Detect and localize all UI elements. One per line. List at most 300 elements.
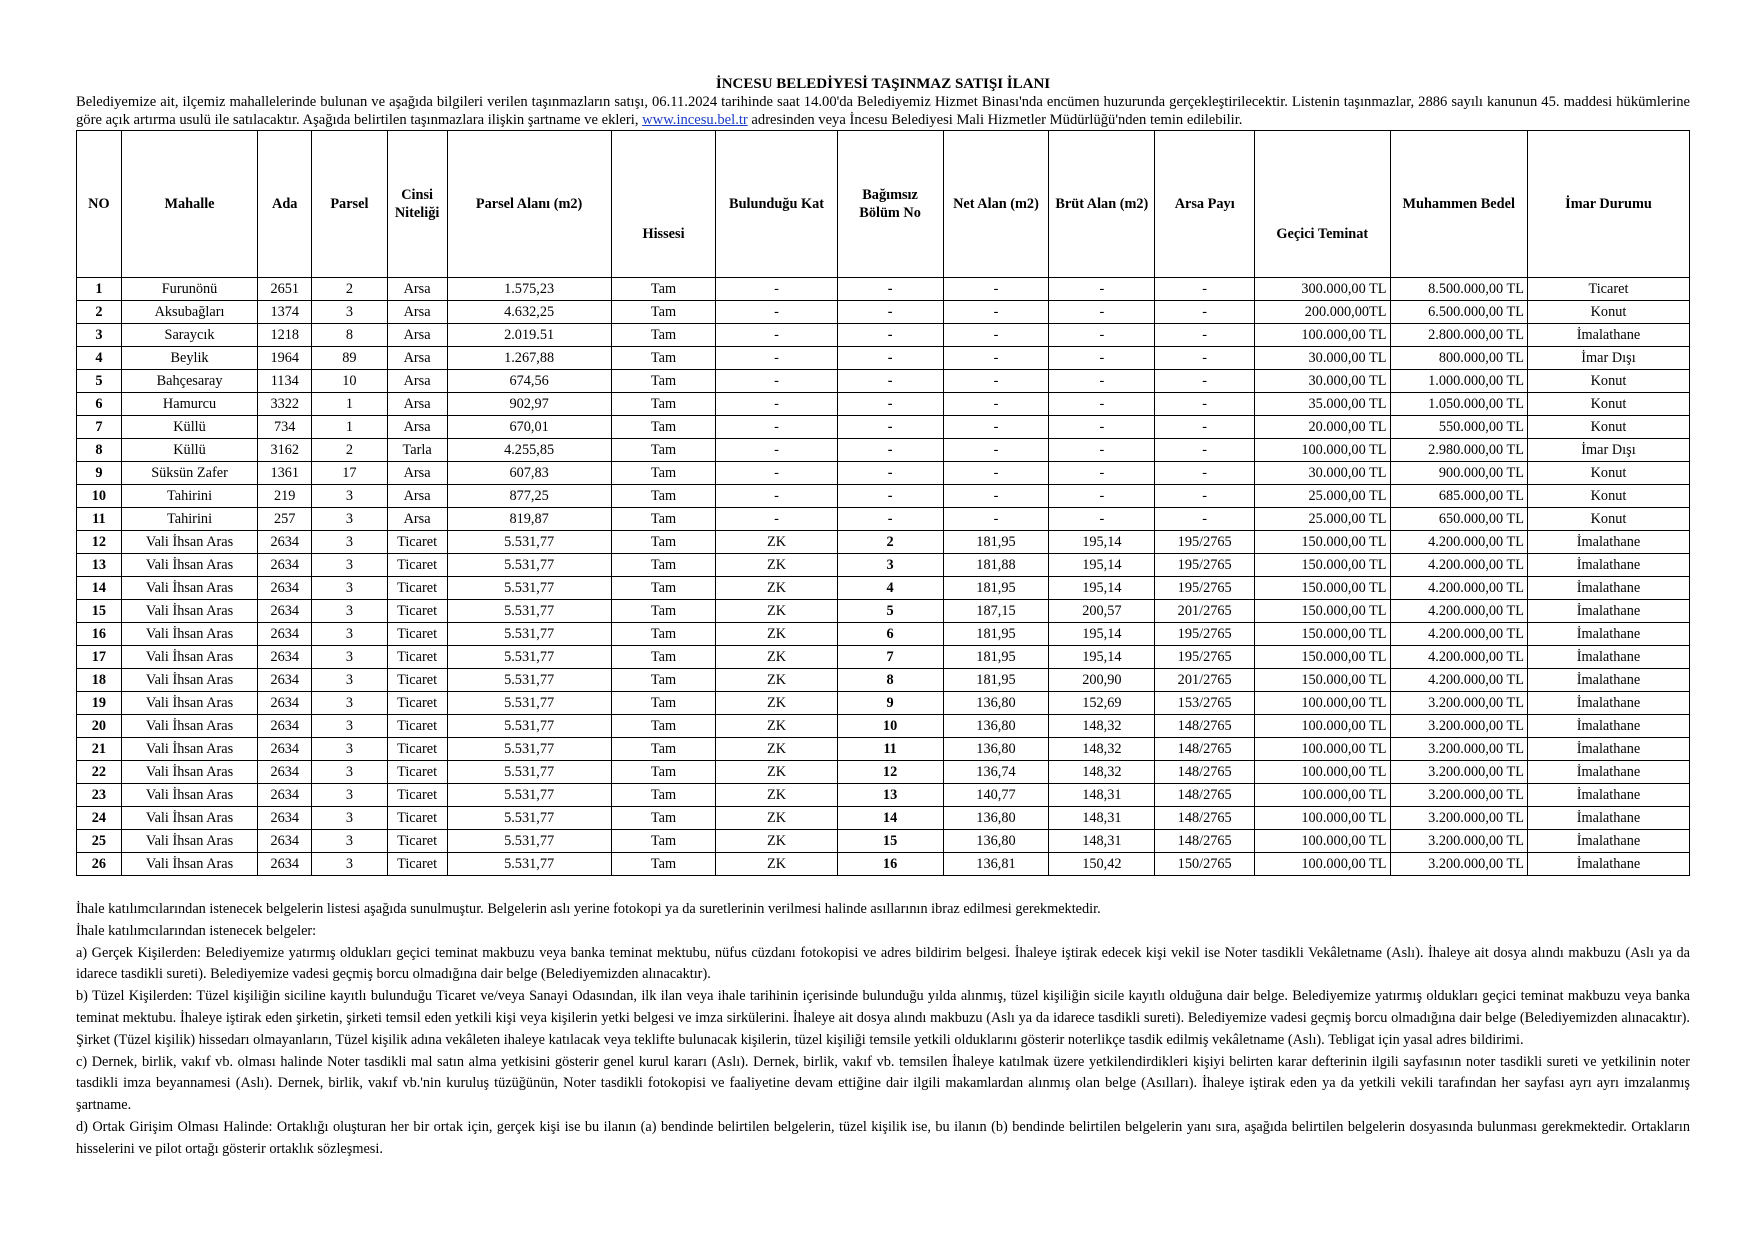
cell-brut-alan: 200,57 [1049, 600, 1155, 623]
cell-mahalle: Küllü [121, 439, 257, 462]
cell-bedel: 3.200.000,00 TL [1390, 784, 1527, 807]
cell-mahalle: Tahirini [121, 508, 257, 531]
cell-parsel-alani: 5.531,77 [447, 669, 611, 692]
cell-parsel-alani: 5.531,77 [447, 807, 611, 830]
cell-imar: İmalathane [1527, 715, 1689, 738]
cell-parsel-alani: 607,83 [447, 462, 611, 485]
cell-brut-alan: 148,32 [1049, 761, 1155, 784]
cell-imar: Konut [1527, 416, 1689, 439]
cell-arsa-payi: - [1155, 439, 1255, 462]
cell-parsel: 2 [312, 278, 387, 301]
cell-bedel: 4.200.000,00 TL [1390, 531, 1527, 554]
cell-imar: Konut [1527, 508, 1689, 531]
cell-parsel-alani: 5.531,77 [447, 692, 611, 715]
cell-bolum-no: 11 [837, 738, 943, 761]
cell-brut-alan: - [1049, 462, 1155, 485]
cell-ada: 734 [258, 416, 312, 439]
cell-arsa-payi: 195/2765 [1155, 623, 1255, 646]
requirement-paragraph: b) Tüzel Kişilerden: Tüzel kişiliğin siciline kayıtlı bulunduğu Ticaret ve/veya Sanayi Odasından, ilk ilan veya ihale tarihinin içerisinde bulunduğu yılda alınmış, tüzel kişiliğin sicile kayıtlı olduğuna dair belge. Belediyemize yatırmış oldukları geçici teminat makbuzu veya banka teminat mektubu. İhaleye iştirak eden şirketin, şirketi temsil eden yetkili kişi veya kişilerin yetki belgesi ve imza sirkülerini. İhaleye ait dosya alındı makbuzu (Aslı ya da idarece tasdikli sureti). Belediyemize vadesi geçmiş borcu olmadığına dair belge (Belediyemizden alınacaktır). Şirket (Tüzel kişilik) hissedarı olmayanların, Tüzel kişilik adına vekâleten ihaleye katılacak veya teklifte bulunacak kişilerin, tüzel kişiliği temsile yetkili olduklarını gösterir noterlikçe tasdik edilmiş vekâletname (Aslı). Tebligat için yasal adres bildirimi. [76, 988, 1690, 1048]
cell-no: 26 [77, 853, 122, 876]
cell-cinsi: Arsa [387, 462, 447, 485]
cell-net-alan: - [943, 393, 1049, 416]
cell-brut-alan: 148,32 [1049, 738, 1155, 761]
cell-cinsi: Ticaret [387, 784, 447, 807]
cell-teminat: 150.000,00 TL [1255, 577, 1390, 600]
cell-mahalle: Vali İhsan Aras [121, 577, 257, 600]
cell-ada: 2634 [258, 715, 312, 738]
cell-teminat: 150.000,00 TL [1255, 554, 1390, 577]
cell-bolum-no: 4 [837, 577, 943, 600]
cell-hissesi: Tam [611, 784, 716, 807]
cell-net-alan: 181,88 [943, 554, 1049, 577]
cell-ada: 3322 [258, 393, 312, 416]
cell-bedel: 4.200.000,00 TL [1390, 600, 1527, 623]
cell-brut-alan: - [1049, 278, 1155, 301]
cell-net-alan: - [943, 370, 1049, 393]
cell-ada: 2651 [258, 278, 312, 301]
cell-hissesi: Tam [611, 531, 716, 554]
cell-teminat: 100.000,00 TL [1255, 738, 1390, 761]
cell-parsel-alani: 877,25 [447, 485, 611, 508]
cell-imar: İmalathane [1527, 531, 1689, 554]
cell-teminat: 25.000,00 TL [1255, 508, 1390, 531]
table-row [77, 508, 1690, 531]
requirement-paragraph: İhale katılımcılarından istenecek belgeler: [76, 922, 317, 939]
cell-teminat: 100.000,00 TL [1255, 715, 1390, 738]
cell-kat: - [716, 370, 837, 393]
cell-imar: İmalathane [1527, 646, 1689, 669]
cell-parsel: 3 [312, 807, 387, 830]
cell-ada: 2634 [258, 761, 312, 784]
cell-arsa-payi: 148/2765 [1155, 784, 1255, 807]
table-row [77, 646, 1690, 669]
cell-bedel: 4.200.000,00 TL [1390, 554, 1527, 577]
cell-bolum-no: - [837, 508, 943, 531]
cell-bedel: 4.200.000,00 TL [1390, 577, 1527, 600]
cell-parsel-alani: 5.531,77 [447, 715, 611, 738]
cell-bolum-no: 14 [837, 807, 943, 830]
cell-cinsi: Ticaret [387, 738, 447, 761]
table-row [77, 347, 1690, 370]
cell-mahalle: Vali İhsan Aras [121, 692, 257, 715]
requirement-paragraph: İhale katılımcılarından istenecek belgelerin listesi aşağıda sunulmuştur. Belgelerin aslı yerine fotokopi ya da suretlerinin verilmesi halinde asıllarının ibraz edilmesi gerekmektedir. [76, 901, 1101, 917]
cell-mahalle: Küllü [121, 416, 257, 439]
cell-brut-alan: 148,32 [1049, 715, 1155, 738]
property-table [76, 130, 1690, 876]
cell-cinsi: Arsa [387, 347, 447, 370]
cell-imar: Konut [1527, 485, 1689, 508]
cell-imar: İmalathane [1527, 692, 1689, 715]
cell-no: 2 [77, 301, 122, 324]
cell-cinsi: Arsa [387, 301, 447, 324]
cell-bolum-no: 12 [837, 761, 943, 784]
cell-mahalle: Vali İhsan Aras [121, 830, 257, 853]
cell-parsel: 3 [312, 577, 387, 600]
cell-brut-alan: 148,31 [1049, 784, 1155, 807]
header-imar: İmar Durumu [1527, 131, 1689, 278]
cell-kat: ZK [716, 853, 837, 876]
header-no: NO [77, 131, 122, 278]
cell-cinsi: Arsa [387, 393, 447, 416]
header-bolum-no: Bağımsız Bölüm No [837, 131, 943, 278]
cell-cinsi: Ticaret [387, 830, 447, 853]
cell-kat: ZK [716, 623, 837, 646]
cell-ada: 2634 [258, 600, 312, 623]
cell-brut-alan: 200,90 [1049, 669, 1155, 692]
cell-net-alan: - [943, 301, 1049, 324]
cell-arsa-payi: 150/2765 [1155, 853, 1255, 876]
cell-bedel: 6.500.000,00 TL [1390, 301, 1527, 324]
cell-mahalle: Vali İhsan Aras [121, 554, 257, 577]
cell-no: 5 [77, 370, 122, 393]
cell-ada: 2634 [258, 692, 312, 715]
cell-bolum-no: 16 [837, 853, 943, 876]
cell-no: 4 [77, 347, 122, 370]
cell-cinsi: Arsa [387, 508, 447, 531]
table-row [77, 324, 1690, 347]
cell-parsel: 3 [312, 669, 387, 692]
cell-arsa-payi: 195/2765 [1155, 646, 1255, 669]
cell-bolum-no: 3 [837, 554, 943, 577]
cell-parsel-alani: 5.531,77 [447, 784, 611, 807]
requirement-paragraph: a) Gerçek Kişilerden: Belediyemize yatırmış oldukları geçici teminat makbuzu veya banka teminat mektubu, nüfus cüzdanı fotokopisi ve adres bildirim belgesi. İhaleye iştirak edecek kişi vekil ise Noter tasdikli Vekâletname (Aslı). İhaleye ait dosya alındı makbuzu (Aslı ya da idarece tasdikli sureti). Belediyemize vadesi geçmiş borcu olmadığına dair belge (Belediyemizden alınacaktır). [76, 944, 1690, 983]
cell-cinsi: Arsa [387, 324, 447, 347]
table-row [77, 301, 1690, 324]
cell-imar: İmalathane [1527, 807, 1689, 830]
cell-mahalle: Vali İhsan Aras [121, 738, 257, 761]
cell-net-alan: 136,80 [943, 807, 1049, 830]
header-brut-alan: Brüt Alan (m2) [1049, 131, 1155, 278]
cell-hissesi: Tam [611, 393, 716, 416]
cell-mahalle: Beylik [121, 347, 257, 370]
cell-no: 15 [77, 600, 122, 623]
table-row [77, 623, 1690, 646]
header-teminat: Geçici Teminat [1255, 131, 1390, 278]
cell-bolum-no: 13 [837, 784, 943, 807]
cell-mahalle: Hamurcu [121, 393, 257, 416]
cell-imar: Konut [1527, 301, 1689, 324]
header-bedel: Muhammen Bedel [1390, 131, 1527, 278]
header-hissesi: Hissesi [611, 131, 716, 278]
cell-hissesi: Tam [611, 600, 716, 623]
cell-parsel: 8 [312, 324, 387, 347]
header-ada: Ada [258, 131, 312, 278]
cell-ada: 1361 [258, 462, 312, 485]
cell-teminat: 100.000,00 TL [1255, 324, 1390, 347]
cell-parsel-alani: 902,97 [447, 393, 611, 416]
cell-hissesi: Tam [611, 669, 716, 692]
cell-arsa-payi: 148/2765 [1155, 738, 1255, 761]
cell-bedel: 2.800.000,00 TL [1390, 324, 1527, 347]
cell-parsel: 3 [312, 600, 387, 623]
cell-cinsi: Ticaret [387, 692, 447, 715]
cell-bolum-no: - [837, 462, 943, 485]
cell-hissesi: Tam [611, 761, 716, 784]
cell-brut-alan: 150,42 [1049, 853, 1155, 876]
cell-no: 6 [77, 393, 122, 416]
cell-ada: 1134 [258, 370, 312, 393]
cell-teminat: 150.000,00 TL [1255, 669, 1390, 692]
cell-net-alan: - [943, 462, 1049, 485]
cell-ada: 2634 [258, 807, 312, 830]
cell-parsel: 3 [312, 853, 387, 876]
cell-no: 16 [77, 623, 122, 646]
cell-net-alan: - [943, 485, 1049, 508]
cell-net-alan: 136,81 [943, 853, 1049, 876]
table-row [77, 393, 1690, 416]
cell-bolum-no: 6 [837, 623, 943, 646]
cell-hissesi: Tam [611, 853, 716, 876]
header-arsa-payi: Arsa Payı [1155, 131, 1255, 278]
cell-kat: ZK [716, 554, 837, 577]
cell-arsa-payi: - [1155, 416, 1255, 439]
cell-hissesi: Tam [611, 646, 716, 669]
cell-parsel: 3 [312, 554, 387, 577]
cell-net-alan: - [943, 416, 1049, 439]
cell-bedel: 3.200.000,00 TL [1390, 692, 1527, 715]
cell-no: 23 [77, 784, 122, 807]
cell-brut-alan: 195,14 [1049, 577, 1155, 600]
website-link[interactable]: www.incesu.bel.tr [642, 112, 748, 128]
cell-teminat: 150.000,00 TL [1255, 531, 1390, 554]
cell-net-alan: - [943, 324, 1049, 347]
cell-kat: - [716, 416, 837, 439]
cell-teminat: 30.000,00 TL [1255, 462, 1390, 485]
cell-net-alan: 140,77 [943, 784, 1049, 807]
cell-no: 22 [77, 761, 122, 784]
cell-parsel: 2 [312, 439, 387, 462]
cell-parsel: 3 [312, 830, 387, 853]
header-parsel: Parsel [312, 131, 387, 278]
cell-imar: İmalathane [1527, 623, 1689, 646]
cell-mahalle: Vali İhsan Aras [121, 853, 257, 876]
cell-parsel: 3 [312, 761, 387, 784]
intro-paragraph [76, 93, 1690, 129]
cell-bedel: 550.000,00 TL [1390, 416, 1527, 439]
cell-no: 1 [77, 278, 122, 301]
cell-bolum-no: - [837, 324, 943, 347]
cell-parsel: 3 [312, 692, 387, 715]
cell-kat: ZK [716, 830, 837, 853]
cell-bolum-no: 2 [837, 531, 943, 554]
cell-brut-alan: - [1049, 485, 1155, 508]
table-row [77, 830, 1690, 853]
cell-mahalle: Vali İhsan Aras [121, 669, 257, 692]
cell-cinsi: Ticaret [387, 623, 447, 646]
cell-bedel: 3.200.000,00 TL [1390, 853, 1527, 876]
cell-no: 24 [77, 807, 122, 830]
table-row [77, 600, 1690, 623]
cell-mahalle: Bahçesaray [121, 370, 257, 393]
cell-brut-alan: - [1049, 301, 1155, 324]
cell-cinsi: Ticaret [387, 554, 447, 577]
cell-arsa-payi: 201/2765 [1155, 600, 1255, 623]
cell-arsa-payi: - [1155, 370, 1255, 393]
table-header-row [77, 131, 1690, 278]
cell-arsa-payi: 148/2765 [1155, 761, 1255, 784]
cell-parsel-alani: 1.267,88 [447, 347, 611, 370]
cell-cinsi: Ticaret [387, 761, 447, 784]
cell-cinsi: Ticaret [387, 715, 447, 738]
cell-mahalle: Vali İhsan Aras [121, 623, 257, 646]
cell-parsel-alani: 5.531,77 [447, 853, 611, 876]
cell-bolum-no: - [837, 485, 943, 508]
cell-arsa-payi: 153/2765 [1155, 692, 1255, 715]
cell-mahalle: Vali İhsan Aras [121, 715, 257, 738]
cell-ada: 2634 [258, 554, 312, 577]
cell-bedel: 1.000.000,00 TL [1390, 370, 1527, 393]
cell-kat: ZK [716, 784, 837, 807]
cell-parsel: 1 [312, 393, 387, 416]
cell-hissesi: Tam [611, 301, 716, 324]
cell-mahalle: Vali İhsan Aras [121, 600, 257, 623]
cell-mahalle: Tahirini [121, 485, 257, 508]
cell-cinsi: Arsa [387, 485, 447, 508]
cell-kat: - [716, 393, 837, 416]
cell-bedel: 3.200.000,00 TL [1390, 761, 1527, 784]
cell-parsel-alani: 670,01 [447, 416, 611, 439]
header-mahalle: Mahalle [121, 131, 257, 278]
cell-kat: ZK [716, 669, 837, 692]
cell-ada: 2634 [258, 784, 312, 807]
cell-kat: ZK [716, 807, 837, 830]
cell-imar: İmalathane [1527, 830, 1689, 853]
cell-net-alan: 181,95 [943, 646, 1049, 669]
cell-cinsi: Arsa [387, 278, 447, 301]
cell-kat: ZK [716, 600, 837, 623]
cell-net-alan: 136,74 [943, 761, 1049, 784]
table-row [77, 761, 1690, 784]
cell-bedel: 1.050.000,00 TL [1390, 393, 1527, 416]
cell-hissesi: Tam [611, 577, 716, 600]
cell-cinsi: Arsa [387, 370, 447, 393]
table-row [77, 554, 1690, 577]
cell-teminat: 100.000,00 TL [1255, 692, 1390, 715]
cell-ada: 1374 [258, 301, 312, 324]
cell-bolum-no: - [837, 370, 943, 393]
cell-parsel: 3 [312, 301, 387, 324]
cell-ada: 2634 [258, 853, 312, 876]
table-row [77, 485, 1690, 508]
cell-ada: 1218 [258, 324, 312, 347]
cell-mahalle: Vali İhsan Aras [121, 784, 257, 807]
table-row [77, 692, 1690, 715]
cell-parsel-alani: 674,56 [447, 370, 611, 393]
cell-teminat: 30.000,00 TL [1255, 370, 1390, 393]
cell-teminat: 150.000,00 TL [1255, 600, 1390, 623]
cell-parsel-alani: 5.531,77 [447, 531, 611, 554]
cell-cinsi: Ticaret [387, 577, 447, 600]
cell-bolum-no: - [837, 347, 943, 370]
cell-net-alan: 181,95 [943, 669, 1049, 692]
cell-parsel-alani: 5.531,77 [447, 646, 611, 669]
cell-no: 8 [77, 439, 122, 462]
cell-parsel: 3 [312, 623, 387, 646]
table-row [77, 715, 1690, 738]
cell-hissesi: Tam [611, 830, 716, 853]
cell-imar: İmar Dışı [1527, 347, 1689, 370]
cell-kat: ZK [716, 531, 837, 554]
cell-kat: ZK [716, 738, 837, 761]
cell-cinsi: Arsa [387, 416, 447, 439]
cell-arsa-payi: 195/2765 [1155, 531, 1255, 554]
cell-parsel-alani: 5.531,77 [447, 554, 611, 577]
cell-imar: Ticaret [1527, 278, 1689, 301]
cell-hissesi: Tam [611, 623, 716, 646]
cell-kat: ZK [716, 577, 837, 600]
cell-bedel: 800.000,00 TL [1390, 347, 1527, 370]
cell-cinsi: Ticaret [387, 531, 447, 554]
cell-mahalle: Vali İhsan Aras [121, 646, 257, 669]
table-row [77, 738, 1690, 761]
cell-arsa-payi: - [1155, 462, 1255, 485]
cell-net-alan: 187,15 [943, 600, 1049, 623]
cell-bedel: 4.200.000,00 TL [1390, 669, 1527, 692]
cell-parsel-alani: 5.531,77 [447, 738, 611, 761]
intro-text-end: adresinden veya İncesu Belediyesi Mali Hizmetler Müdürlüğü'nden temin edilebilir. [747, 112, 1243, 128]
cell-cinsi: Ticaret [387, 669, 447, 692]
cell-parsel: 17 [312, 462, 387, 485]
cell-brut-alan: 152,69 [1049, 692, 1155, 715]
cell-no: 18 [77, 669, 122, 692]
cell-cinsi: Ticaret [387, 853, 447, 876]
cell-hissesi: Tam [611, 278, 716, 301]
cell-bolum-no: 5 [837, 600, 943, 623]
cell-bedel: 3.200.000,00 TL [1390, 807, 1527, 830]
cell-no: 17 [77, 646, 122, 669]
cell-arsa-payi: - [1155, 485, 1255, 508]
document-page [76, 75, 1690, 1161]
cell-brut-alan: 195,14 [1049, 531, 1155, 554]
cell-mahalle: Vali İhsan Aras [121, 531, 257, 554]
cell-bolum-no: 8 [837, 669, 943, 692]
cell-teminat: 20.000,00 TL [1255, 416, 1390, 439]
cell-arsa-payi: - [1155, 301, 1255, 324]
cell-arsa-payi: 148/2765 [1155, 807, 1255, 830]
cell-hissesi: Tam [611, 508, 716, 531]
cell-cinsi: Ticaret [387, 807, 447, 830]
cell-ada: 2634 [258, 577, 312, 600]
cell-bedel: 3.200.000,00 TL [1390, 830, 1527, 853]
cell-parsel: 3 [312, 531, 387, 554]
cell-parsel-alani: 2.019.51 [447, 324, 611, 347]
cell-teminat: 150.000,00 TL [1255, 646, 1390, 669]
cell-parsel: 10 [312, 370, 387, 393]
table-row [77, 853, 1690, 876]
cell-teminat: 100.000,00 TL [1255, 784, 1390, 807]
table-body [77, 278, 1690, 876]
cell-net-alan: 181,95 [943, 577, 1049, 600]
cell-imar: İmalathane [1527, 761, 1689, 784]
cell-arsa-payi: 201/2765 [1155, 669, 1255, 692]
cell-no: 20 [77, 715, 122, 738]
requirement-paragraph: d) Ortak Girişim Olması Halinde: Ortaklığı oluşturan her bir ortak için, gerçek kişi ise bu ilanın (a) bendinde belirtilen belgelerin, tüzel kişilik ise, bu ilanın (b) bendinde belirtilen belgelerin yanı sıra, aşağıda belirtilen belgelerin dosyasında bulunması gerekmektedir. Ortakların hisselerini ve pilot ortağı gösterir ortaklık sözleşmesi. [76, 1118, 1690, 1157]
cell-cinsi: Tarla [387, 439, 447, 462]
cell-hissesi: Tam [611, 807, 716, 830]
cell-brut-alan: 148,31 [1049, 830, 1155, 853]
cell-imar: İmalathane [1527, 738, 1689, 761]
cell-bolum-no: 7 [837, 646, 943, 669]
cell-imar: Konut [1527, 462, 1689, 485]
cell-ada: 2634 [258, 669, 312, 692]
cell-imar: İmalathane [1527, 853, 1689, 876]
cell-no: 3 [77, 324, 122, 347]
header-cinsi: Cinsi Niteliği [387, 131, 447, 278]
cell-net-alan: 136,80 [943, 830, 1049, 853]
cell-parsel-alani: 5.531,77 [447, 600, 611, 623]
cell-kat: ZK [716, 761, 837, 784]
cell-parsel-alani: 5.531,77 [447, 577, 611, 600]
